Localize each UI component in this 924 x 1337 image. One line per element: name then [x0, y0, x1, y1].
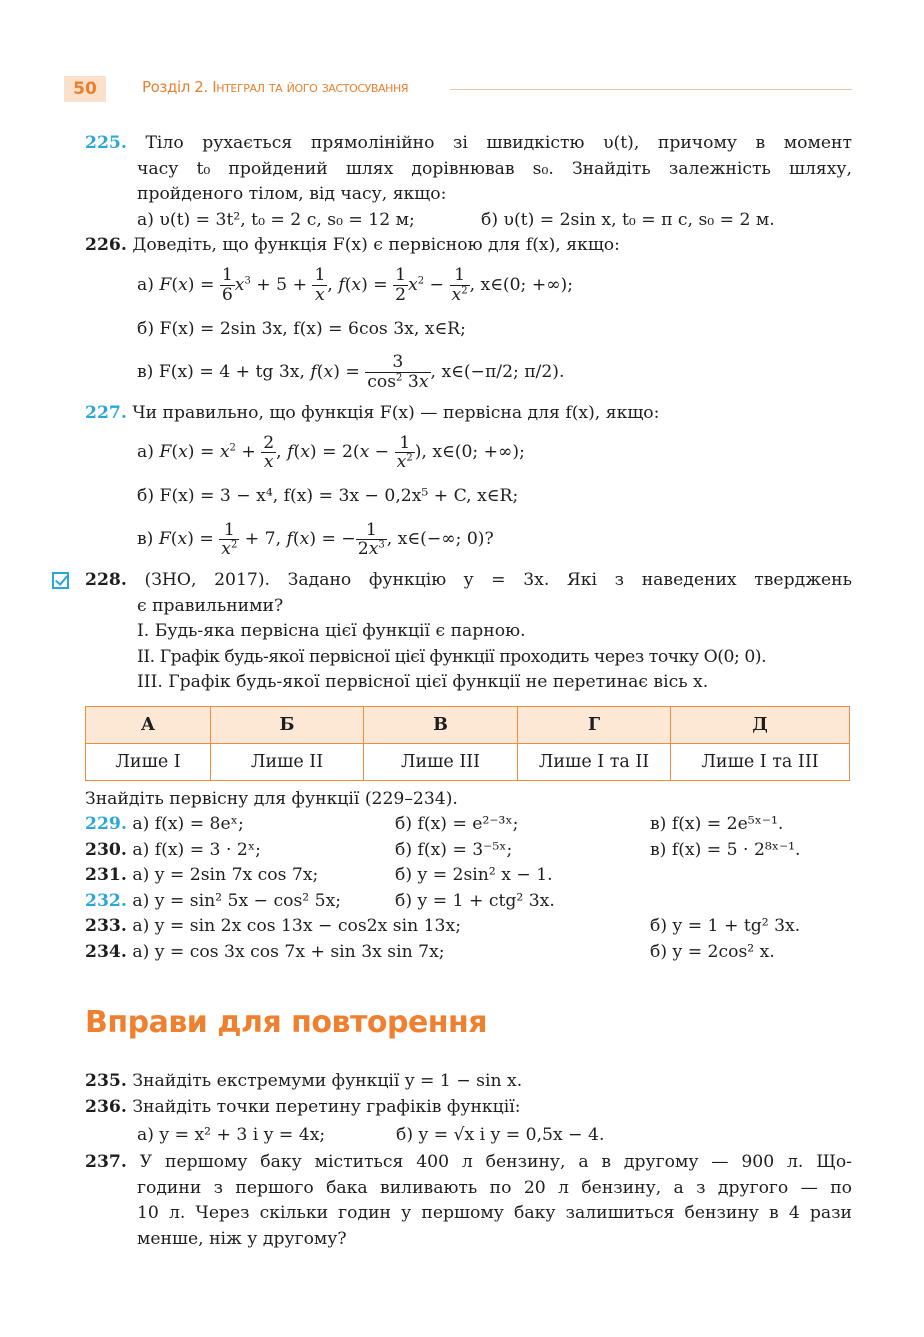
page-content	[85, 131, 852, 1252]
problem-227-v: в) F(x) = $\frac{1}{x^2}$ + 7, f(x) = − $\frac{1}{2x^3}$ , x∈(−∞; 0)?	[137, 519, 494, 559]
problem-228-line2: є правильними?	[137, 595, 284, 616]
page-header	[64, 74, 852, 104]
answer-option: Лише I	[86, 743, 211, 780]
problem-225-options: а) υ(t) = 3t², t₀ = 2 с, s₀ = 12 м; б) υ(t) = 2sin x, t₀ = π с, s₀ = 2 м.	[137, 209, 775, 230]
problem-225-line3: пройденого тілом, від часу, якщо:	[137, 184, 447, 204]
answer-option: Лише I та III	[671, 743, 850, 780]
problem-237-line3: 10 л. Через скільки годин у першому баку залишиться бензину в 4 рази	[137, 1203, 852, 1223]
exercise-229: 229. а) f(x) = 8eˣ; б) f(x) = e²⁻³ˣ; в) f(x) = 2e⁵ˣ⁻¹.	[85, 814, 784, 834]
header-divider	[450, 89, 852, 90]
problem-number: 226.	[85, 235, 127, 255]
answer-table	[85, 706, 850, 781]
problem-228-line1: 228. (ЗНО, 2017). Задано функцію y = 3x. Які з наведених тверджень	[85, 568, 852, 594]
problem-236-options: а) y = x² + 3 і y = 4x; б) y = √x і y = 0,5x − 4.	[137, 1125, 605, 1145]
exercise-233: 233. а) y = sin 2x cos 13x − cos2x sin 13x; б) y = 1 + tg² 3x.	[85, 916, 801, 936]
answer-table-values	[86, 743, 850, 780]
problem-227-b: б) F(x) = 3 − x⁴, f(x) = 3x − 0,2x⁵ + C, x∈R;	[137, 486, 519, 506]
statement-1: I. Будь-яка первісна цієї функції є парною.	[137, 621, 526, 641]
problem-number: 228.	[85, 570, 127, 590]
problem-236: 236. Знайдіть точки перетину графіків функції:	[85, 1096, 521, 1117]
problem-225-line2: часу t₀ пройдений шлях дорівнював s₀. Знайдіть залежність шляху,	[137, 158, 852, 179]
problem-235: 235. Знайдіть екстремуми функції y = 1 − sin x.	[85, 1071, 523, 1091]
problem-number: 227.	[85, 402, 127, 423]
page-number: 50	[64, 76, 106, 102]
answer-header: Г	[518, 706, 671, 743]
exercise-232: 232. а) y = sin² 5x − cos² 5x; б) y = 1 + ctg² 3x.	[85, 890, 555, 911]
problem-227-intro: 227. Чи правильно, що функція F(x) — первісна для f(x), якщо:	[85, 401, 852, 427]
problem-227-a: а) $F(x) = x^2$ + $\frac{2}{x}$ , f(x) = 2(x − $\frac{1}{x^2}$ ), x∈(0; +∞);	[137, 432, 525, 472]
chapter-heading	[142, 78, 408, 96]
exercise-231: 231. а) y = 2sin 7x cos 7x; б) y = 2sin² x − 1.	[85, 865, 553, 885]
statement-2: II. Графік будь-якої первісної цієї функції проходить через точку O(0; 0).	[137, 646, 767, 667]
problem-226-a: а) F(x) = $\frac{1}{6}$ $x^3 + 5$ + $\frac{1}{x}$ , f(x) = $\frac{1}{2}$ $x^2$ − $\frac{1}{x^2}$ , x∈(0; +∞);	[137, 265, 574, 305]
answer-header: Б	[211, 706, 364, 743]
answer-option: Лише I та II	[518, 743, 671, 780]
answer-header: Д	[671, 706, 850, 743]
task-intro: Знайдіть первісну для функції (229–234).	[85, 788, 458, 809]
problem-237-line1: 237. У першому баку міститься 400 л бензину, а в другому — 900 л. Що-	[85, 1152, 852, 1172]
section-title: Вправи для повторення	[85, 1005, 488, 1040]
answer-header: А	[86, 706, 211, 743]
answer-option: Лише II	[211, 743, 364, 780]
exercise-234: 234. а) y = cos 3x cos 7x + sin 3x sin 7x; б) y = 2cos² x.	[85, 941, 775, 962]
problem-226-v: в) F(x) = 4 + tg 3x, f(x) = $\frac{3}{\cos^2 3x}$ , x∈(−π/2; π/2).	[137, 352, 565, 392]
problem-number: 225.	[85, 133, 127, 153]
exercise-230: 230. а) f(x) = 3 · 2ˣ; б) f(x) = 3⁻⁵ˣ; в) f(x) = 5 · 2⁸ˣ⁻¹.	[85, 839, 801, 860]
statement-3: III. Графік будь-якої первісної цієї функції не перетинає вісь x.	[137, 672, 709, 692]
chapter-label: Розділ 2.	[142, 78, 208, 96]
problem-237-line4: менше, ніж у другому?	[137, 1228, 347, 1249]
problem-237-line2: години з першого бака виливають по 20 л бензину, а з другого — по	[137, 1177, 852, 1198]
answer-table-header	[86, 706, 850, 743]
problem-226-b: б) F(x) = 2sin 3x, f(x) = 6cos 3x, x∈R;	[137, 318, 466, 339]
problem-226-intro: 226. Доведіть, що функція F(x) є первісною для f(x), якщо:	[85, 233, 852, 259]
problem-225-line1: 225. Тіло рухається прямолінійно зі швидкістю υ(t), причому в момент	[85, 131, 852, 157]
chapter-title: Інтеграл та його застосування	[212, 78, 409, 96]
answer-header: В	[364, 706, 518, 743]
answer-option: Лише III	[364, 743, 518, 780]
checkbox-icon	[52, 572, 69, 589]
